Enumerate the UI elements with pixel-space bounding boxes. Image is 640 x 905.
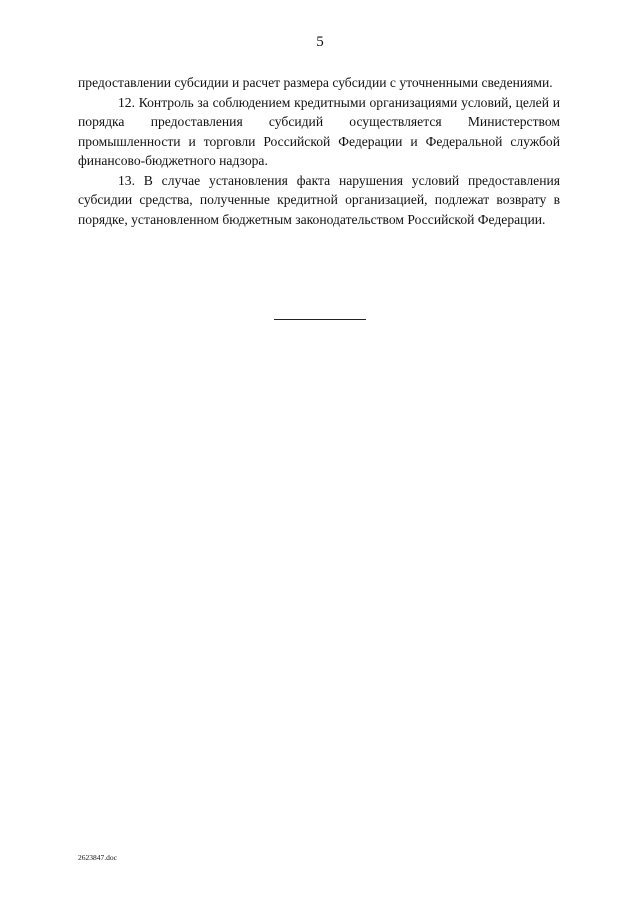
end-separator-line	[274, 319, 366, 320]
document-file-id: 2623847.doc	[78, 853, 117, 862]
document-body	[78, 73, 560, 229]
paragraph-12: 12. Контроль за соблюдением кредитными организациями условий, целей и порядка предоставления субсидий осуществляется Министерством промышленности и торговли Российской Федерации и Федеральной службой финансово-бюджетного надзора.	[78, 94, 560, 168]
paragraph-13: 13. В случае установления факта нарушения условий предоставления субсидии средства, полученные кредитной организацией, подлежат возврату в порядке, установленном бюджетным законодательством Российской Федерации.	[78, 172, 560, 227]
paragraph-continuation: предоставлении субсидии и расчет размера субсидии с уточненными сведениями.	[78, 75, 553, 90]
page-number: 5	[316, 34, 324, 50]
